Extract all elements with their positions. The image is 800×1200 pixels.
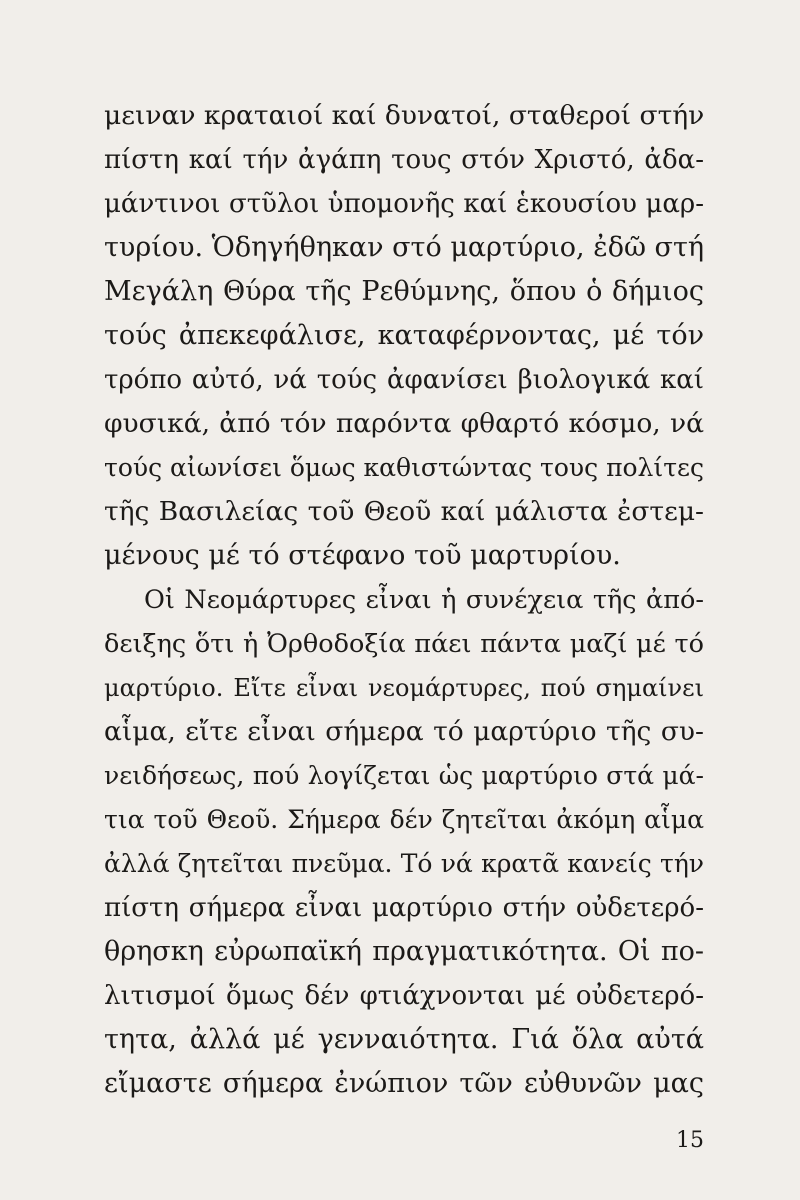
page-number: 15 bbox=[676, 1128, 704, 1153]
text-line: εἴμαστε σήμερα ἐνώπιον τῶν εὐθυνῶν μας bbox=[104, 1068, 704, 1099]
text-line: μαρτύριο. Εἴτε εἶναι νεομάρτυρες, πού σημαίνει bbox=[104, 674, 704, 702]
text-line: τια τοῦ Θεοῦ. Σήμερα δέν ζητεῖται ἀκόμη αἷμα bbox=[104, 805, 704, 834]
text-line: πίστη σήμερα εἶναι μαρτύριο στήν οὐδετερό- bbox=[104, 893, 704, 923]
text-line: Μεγάλη Θύρα τῆς Ρεθύμνης, ὅπου ὁ δήμιος bbox=[104, 276, 704, 307]
text-line: τρόπο αὐτό, νά τούς ἀφανίσει βιολογικά καί bbox=[104, 365, 704, 395]
text-line: πίστη καί τήν ἀγάπη τους στόν Χριστό, ἀδα- bbox=[104, 145, 704, 175]
text-line: τῆς Βασιλείας τοῦ Θεοῦ καί μάλιστα ἐστεμ- bbox=[104, 496, 704, 527]
text-line: λιτισμοί ὅμως δέν φτιάχνονται μέ οὐδετερό- bbox=[104, 981, 704, 1011]
text-line: ἀλλά ζητεῖται πνεῦμα. Τό νά κρατᾶ κανείς τήν bbox=[104, 849, 704, 878]
text-line: τούς ἀπεκεφάλισε, καταφέρνοντας, μέ τόν bbox=[104, 320, 704, 351]
text-line: μειναν κραταιοί καί δυνατοί, σταθεροί στήν bbox=[104, 100, 705, 131]
text-line: δειξης ὅτι ἡ Ὀρθοδοξία πάει πάντα μαζί μέ τό bbox=[104, 629, 704, 659]
text-line: θρησκη εὐρωπαϊκή πραγματικότητα. Οἱ πο- bbox=[104, 936, 704, 967]
text-line: τητα, ἀλλά μέ γενναιότητα. Γιά ὅλα αὐτά bbox=[104, 1024, 704, 1055]
text-line: μένους μέ τό στέφανο τοῦ μαρτυρίου. bbox=[104, 540, 621, 571]
text-line: νειδήσεως, πού λογίζεται ὡς μαρτύριο στά μά- bbox=[104, 761, 704, 790]
text-line: τυρίου. Ὁδηγήθηκαν στό μαρτύριο, ἐδῶ στή bbox=[104, 232, 705, 263]
text-line: μάντινοι στῦλοι ὑπομονῆς καί ἑκουσίου μαρ- bbox=[104, 189, 704, 219]
paragraph-first-line: Οἱ Νεομάρτυρες εἶναι ἡ συνέχεια τῆς ἀπό- bbox=[144, 585, 704, 615]
text-line: φυσικά, ἀπό τόν παρόντα φθαρτό κόσμο, νά bbox=[104, 408, 704, 439]
text-line: τούς αἰωνίσει ὅμως καθιστώντας τους πολίτες bbox=[104, 453, 704, 482]
text-line: αἷμα, εἴτε εἶναι σήμερα τό μαρτύριο τῆς συ- bbox=[104, 716, 704, 747]
